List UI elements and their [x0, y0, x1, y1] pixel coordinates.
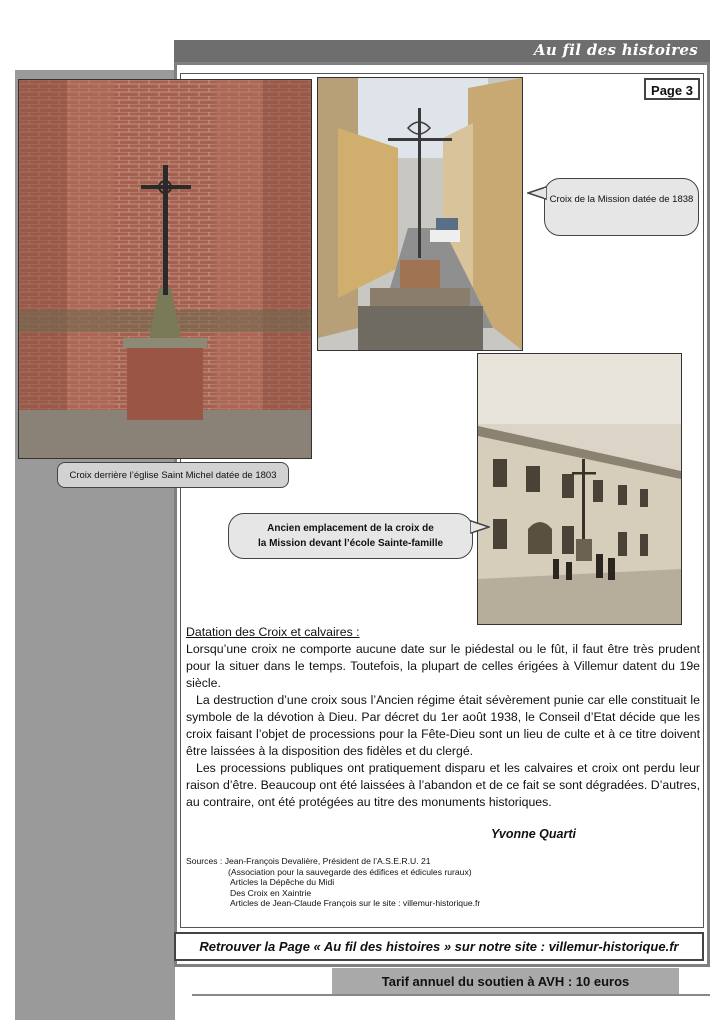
page-number-badge: Page 3	[644, 78, 700, 100]
article-body	[186, 624, 700, 811]
article-title: Datation des Croix et calvaires :	[186, 625, 360, 639]
photo-ecole-sainte-famille	[477, 353, 682, 625]
caption-line-1: Ancien emplacement de la croix de	[267, 523, 434, 534]
article-paragraph: Les processions publiques ont pratiquement disparu et les calvaires et croix ont perdu leur raison d’être. Beaucoup ont été laissées à l’abandon et de ce fait se sont dégradées. D’autres, au contraire, ont été protégées au titre des monuments historiques.	[186, 761, 700, 809]
sources-line: Des Croix en Xaintrie	[230, 887, 312, 898]
bubble-tail	[470, 520, 490, 534]
bottom-divider	[192, 994, 710, 996]
article-paragraph: Lorsqu’une croix ne comporte aucune date sur le piédestal ou le fût, il faut être très prudent pour la situer dans le temps. Toutefois, la plupart de celles érigées à Villemur datent du 19e siècle.	[186, 642, 700, 690]
sources-block	[186, 856, 480, 909]
photo-croix-mission	[317, 77, 523, 351]
sources-line: Articles la Dépêche du Midi	[230, 877, 335, 887]
website-banner: Retrouver la Page « Au fil des histoires » sur notre site : villemur-historique.fr	[174, 932, 704, 961]
sources-line: Sources : Jean-François Devalière, Président de l’A.S.E.R.U. 21	[186, 856, 431, 866]
header-title: Au fil des histoires	[533, 41, 698, 59]
sources-line: (Association pour la sauvegarde des édifices et édicules ruraux)	[228, 866, 472, 877]
photo-cross-saint-michel	[18, 79, 312, 459]
caption-line-2: la Mission devant l’école Sainte-famille	[257, 538, 444, 549]
caption-photo-saint-michel: Croix derrière l’église Saint Michel datée de 1803	[57, 462, 289, 488]
sources-line: Articles de Jean-Claude François sur le site : villemur-historique.fr	[230, 898, 481, 908]
tarif-banner: Tarif annuel du soutien à AVH : 10 euros	[332, 968, 679, 995]
article-paragraph: La destruction d’une croix sous l’Ancien régime était sévèrement punie car elle constituait le symbole de la dévotion à Dieu. Par décret du 1er août 1938, le Conseil d’Etat décide que les croix faisant l’objet de processions pour la Fête-Dieu sont un lieu de culte et à ce titre doivent être laissées à la disposition des fidèles et du clergé.	[186, 693, 700, 758]
caption-bubble-croix-mission: Croix de la Mission datée de 1838	[544, 178, 699, 236]
author-signature: Yvonne Quarti	[491, 827, 576, 841]
header-bar	[174, 40, 710, 62]
bubble-tail	[527, 186, 547, 200]
caption-bubble-ecole	[228, 513, 473, 559]
